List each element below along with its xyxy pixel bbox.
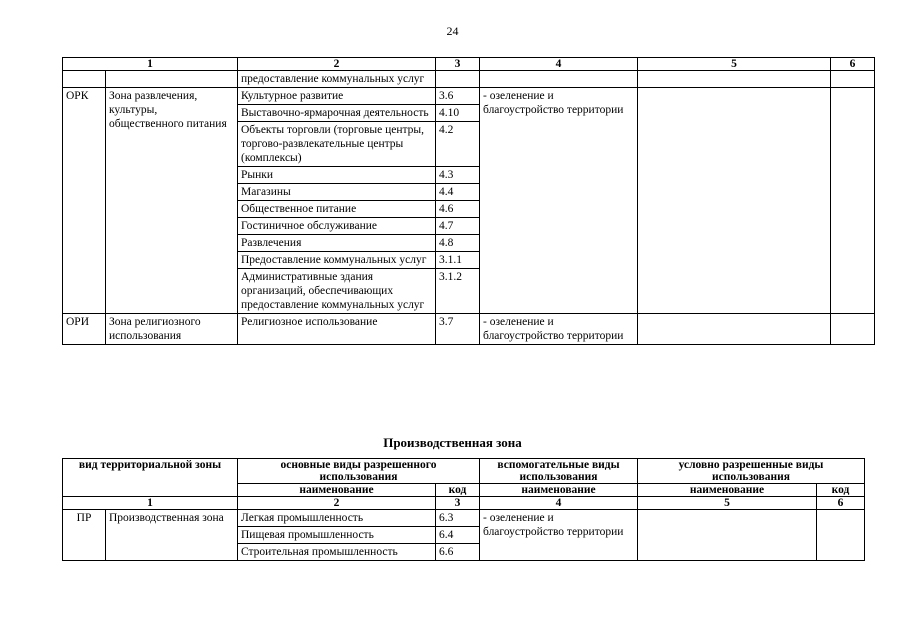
use-name: Гостиничное обслуживание: [238, 218, 436, 235]
use-name: Пищевая промышленность: [238, 527, 436, 544]
continuation-text: предоставление коммунальных услуг: [238, 71, 436, 88]
header-conditional-uses: условно разрешенные виды использования: [638, 459, 865, 484]
use-code: 6.4: [436, 527, 480, 544]
use-name: Рынки: [238, 167, 436, 184]
production-zone-table: [62, 458, 865, 561]
col-number-4: 4: [480, 58, 638, 71]
use-code: 3.6: [436, 88, 480, 105]
table-row: [63, 71, 875, 88]
col-number-3: 3: [436, 58, 480, 71]
col-number-6: 6: [831, 58, 875, 71]
column-number-row: [63, 497, 865, 510]
table-row: [63, 314, 875, 345]
col-number-3: 3: [436, 497, 480, 510]
use-code: 4.7: [436, 218, 480, 235]
column-number-row: [63, 58, 875, 71]
aux-use: - озеленение и благоустройство территории: [480, 314, 638, 345]
use-name: Административные здания организаций, обеспечивающих предоставление коммунальных услуг: [238, 269, 436, 314]
col-number-5: 5: [638, 497, 817, 510]
zone-code: ОРК: [63, 88, 106, 314]
use-code: 4.8: [436, 235, 480, 252]
use-code: 4.10: [436, 105, 480, 122]
header-zone-type: вид территориальной зоны: [63, 459, 238, 497]
use-name: Строительная промышленность: [238, 544, 436, 561]
table-row: [63, 510, 865, 527]
section-title: Производственная зона: [383, 435, 522, 450]
use-name: Культурное развитие: [238, 88, 436, 105]
use-name: Объекты торговли (торговые центры, торгово-развлекательные центры (комплексы): [238, 122, 436, 167]
header-code: код: [436, 484, 480, 497]
zone-name: Зона религиозного использования: [106, 314, 238, 345]
use-name: Легкая промышленность: [238, 510, 436, 527]
col-number-2: 2: [238, 58, 436, 71]
col-number-1: 1: [63, 58, 238, 71]
use-name: Предоставление коммунальных услуг: [238, 252, 436, 269]
header-name: наименование: [638, 484, 817, 497]
aux-use: - озеленение и благоустройство территории: [480, 88, 638, 314]
col-number-1: 1: [63, 497, 238, 510]
use-code: 6.3: [436, 510, 480, 527]
use-code: 3.7: [436, 314, 480, 345]
col-number-2: 2: [238, 497, 436, 510]
header-name: наименование: [238, 484, 436, 497]
header-name: наименование: [480, 484, 638, 497]
col-number-6: 6: [817, 497, 865, 510]
table-row: [63, 88, 875, 105]
use-code: 3.1.1: [436, 252, 480, 269]
use-name: Развлечения: [238, 235, 436, 252]
header-code: код: [817, 484, 865, 497]
col-number-5: 5: [638, 58, 831, 71]
zones-table-continued: [62, 57, 875, 345]
use-code: 6.6: [436, 544, 480, 561]
page-number: 24: [446, 24, 459, 38]
use-code: 4.4: [436, 184, 480, 201]
use-code: 4.3: [436, 167, 480, 184]
use-name: Общественное питание: [238, 201, 436, 218]
use-name: Выставочно-ярмарочная деятельность: [238, 105, 436, 122]
use-code: 3.1.2: [436, 269, 480, 314]
zone-code: ОРИ: [63, 314, 106, 345]
header-row: [63, 459, 865, 484]
header-aux-uses: вспомогательные виды использования: [480, 459, 638, 484]
header-main-uses: основные виды разрешенного использования: [238, 459, 480, 484]
use-name: Религиозное использование: [238, 314, 436, 345]
use-name: Магазины: [238, 184, 436, 201]
use-code: 4.6: [436, 201, 480, 218]
zone-name: Зона развлечения, культуры, общественного питания: [106, 88, 238, 314]
zone-name: Производственная зона: [106, 510, 238, 561]
use-code: 4.2: [436, 122, 480, 167]
col-number-4: 4: [480, 497, 638, 510]
zone-code: ПР: [63, 510, 106, 561]
aux-use: - озеленение и благоустройство территории: [480, 510, 638, 561]
